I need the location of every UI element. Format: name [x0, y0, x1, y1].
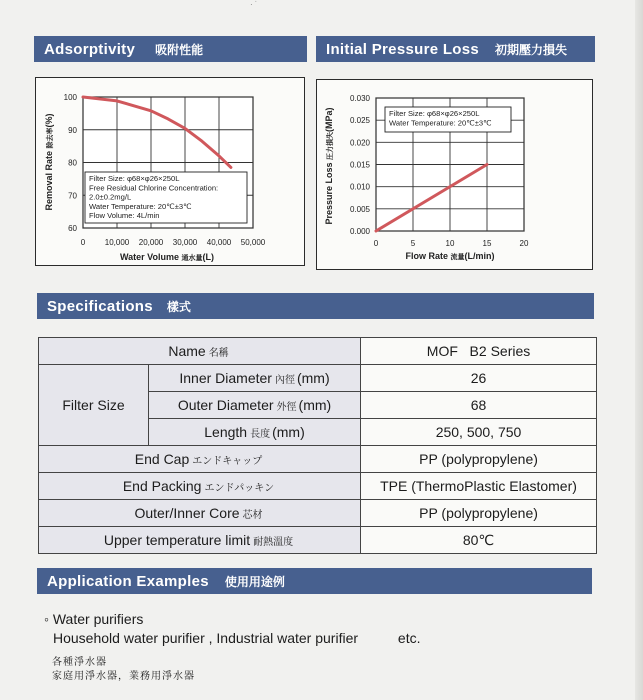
y-tick-label: 0.010 [349, 182, 370, 192]
table-row [39, 338, 597, 365]
scan-edge [635, 0, 643, 700]
application-detail-text: Household water purifier , Industrial water purifier [53, 630, 359, 646]
core-value: PP (polypropylene) [361, 500, 597, 527]
bullet-icon: ◦ [44, 611, 49, 627]
scan-mark: · ˙ [250, 0, 258, 9]
x-tick-label: 0 [80, 238, 86, 247]
annotation-line: Water Temperature: 20℃±3℃ [389, 118, 492, 128]
application-jp-title: 各種淨水器 [52, 657, 107, 668]
end-packing-label: End Packing エンドパッキン [39, 473, 361, 500]
adsorptivity-title-jp: 吸附性能 [155, 42, 204, 57]
x-axis-label: Flow Rate 流量(L/min) [405, 251, 495, 261]
specifications-header [37, 293, 594, 319]
temperature-limit-value: 80℃ [361, 527, 597, 554]
annotation-line: Free Residual Chlorine Concentration: [89, 183, 219, 193]
table-row [39, 500, 597, 527]
y-axis-label: Removal Rate 除去率(%) [44, 113, 54, 211]
application-header [37, 568, 592, 594]
x-tick-label: 0 [373, 239, 379, 248]
annotation-line: 2.0±0.2mg/L [89, 192, 132, 202]
application-item-title: Water purifiers [52, 611, 144, 627]
y-tick-label: 0.030 [349, 94, 370, 103]
table-row [39, 365, 597, 392]
specifications-title: Specifications [47, 297, 153, 315]
adsorptivity-chart-svg [36, 78, 304, 265]
temperature-limit-label: Upper temperature limit 耐熱溫度 [39, 527, 361, 554]
application-item [44, 611, 143, 627]
end-cap-value: PP (polypropylene) [361, 446, 597, 473]
y-tick-label: 80 [68, 158, 77, 168]
pressure-loss-header [316, 36, 595, 62]
inner-diameter-value: 26 [361, 365, 597, 392]
y-tick-label: 0.000 [349, 227, 370, 236]
x-tick-label: 20,000 [138, 238, 164, 247]
y-tick-label: 70 [68, 191, 77, 201]
inner-diameter-label: Inner Diameter 內徑 (mm) [149, 365, 361, 392]
x-tick-label: 15 [482, 239, 492, 248]
annotation-line: Filter Size: φ68×φ26×250L [389, 109, 480, 118]
core-label: Outer/Inner Core 芯材 [39, 500, 361, 527]
y-axis-label: Pressure Loss 圧力損失(MPa) [324, 107, 334, 225]
y-tick-label: 90 [68, 125, 77, 135]
x-tick-label: 5 [410, 239, 416, 248]
x-tick-label: 20 [519, 239, 529, 248]
annotation-line: Filter Size: φ68×φ26×250L [89, 174, 180, 183]
x-tick-label: 10 [445, 239, 455, 248]
x-tick-label: 30,000 [172, 238, 198, 247]
y-tick-label: 0.020 [349, 138, 370, 148]
end-packing-value: TPE (ThermoPlastic Elastomer) [361, 473, 597, 500]
pressure-loss-chart-svg [317, 80, 592, 269]
x-tick-label: 40,000 [206, 238, 232, 247]
end-cap-label: End Cap エンドキャップ [39, 446, 361, 473]
y-tick-label: 100 [63, 93, 77, 102]
outer-diameter-value: 68 [361, 392, 597, 419]
length-label: Length 長度 (mm) [149, 419, 361, 446]
table-row [39, 473, 597, 500]
spec-table [38, 337, 597, 554]
pressure-loss-title-jp: 初期壓力損失 [495, 42, 568, 57]
table-row [39, 527, 597, 554]
length-value: 250, 500, 750 [361, 419, 597, 446]
x-tick-label: 50,000 [240, 238, 266, 247]
annotation-line: Water Temperature: 20℃±3℃ [89, 201, 192, 211]
application-jp-detail: 家庭用淨水器，業務用淨水器 [52, 671, 195, 682]
adsorptivity-header [34, 36, 307, 62]
specifications-title-jp: 樣式 [166, 299, 191, 314]
table-row [39, 446, 597, 473]
adsorptivity-title: Adsorptivity [44, 40, 136, 58]
y-tick-label: 0.015 [349, 160, 370, 170]
y-tick-label: 0.005 [349, 204, 370, 214]
pressure-loss-chart [316, 79, 593, 270]
x-tick-label: 10,000 [104, 238, 130, 247]
spec-name-label: Name 名稱 [39, 338, 361, 365]
spec-name-value: MOF B2 Series [361, 338, 597, 365]
outer-diameter-label: Outer Diameter 外徑 (mm) [149, 392, 361, 419]
x-axis-label: Water Volume 通水量(L) [119, 252, 215, 262]
application-title-jp: 使用用途例 [224, 574, 285, 589]
adsorptivity-chart [35, 77, 305, 266]
pressure-loss-title: Initial Pressure Loss [326, 40, 480, 58]
application-etc: etc. [397, 630, 421, 646]
y-tick-label: 0.025 [349, 116, 370, 126]
annotation-line: Flow Volume: 4L/min [89, 211, 160, 221]
application-detail [53, 630, 421, 646]
filter-size-label: Filter Size [39, 365, 149, 446]
application-title: Application Examples [47, 572, 209, 590]
y-tick-label: 60 [68, 224, 77, 233]
